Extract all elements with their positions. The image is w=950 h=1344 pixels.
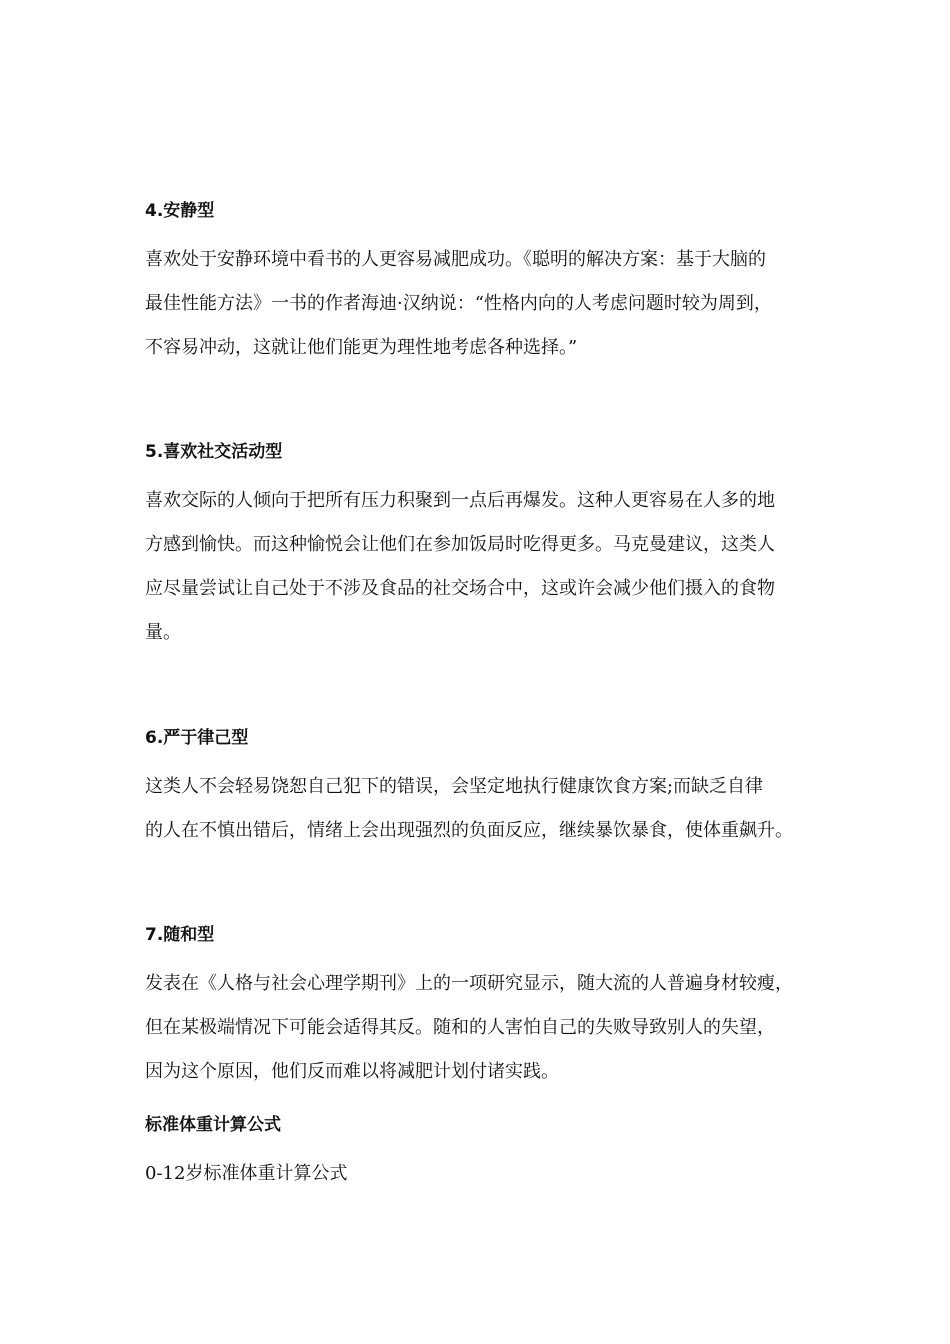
paragraph-line: 因为这个原因，他们反而难以将减肥计划付诸实践。: [145, 1061, 559, 1082]
formula-heading: 标准体重计算公式: [145, 1115, 281, 1135]
paragraph-line: 的人在不慎出错后，情绪上会出现强烈的负面反应，继续暴饮暴食，使体重飙升。: [145, 820, 793, 841]
paragraph-line: 应尽量尝试让自己处于不涉及食品的社交场合中，这或许会减少他们摄入的食物: [145, 578, 775, 599]
paragraph-line: 喜欢处于安静环境中看书的人更容易减肥成功。《聪明的解决方案：基于大脑的: [145, 249, 766, 270]
section-heading-quiet-type: 4.安静型: [145, 201, 215, 221]
paragraph-line: 最佳性能方法》一书的作者海迪·汉纳说：“性格内向的人考虑问题时较为周到，: [145, 293, 772, 314]
paragraph-line: 喜欢交际的人倾向于把所有压力积聚到一点后再爆发。这种人更容易在人多的地: [145, 490, 775, 511]
section-paragraph-self-discipline-type: [145, 765, 825, 853]
paragraph-line: 发表在《人格与社会心理学期刊》上的一项研究显示，随大流的人普遍身材较瘦，: [145, 973, 793, 994]
section-paragraph-social-type: [145, 479, 825, 655]
formula-subtitle: 0-12岁标准体重计算公式: [145, 1163, 348, 1184]
section-paragraph-quiet-type: [145, 238, 825, 370]
paragraph-line: 但在某极端情况下可能会适得其反。随和的人害怕自己的失败导致别人的失望，: [145, 1017, 775, 1038]
paragraph-line: 不容易冲动，这就让他们能更为理性地考虑各种选择。”: [145, 337, 578, 358]
paragraph-line: 量。: [145, 622, 181, 643]
formula-paragraph: [145, 1152, 825, 1196]
section-heading-self-discipline-type: 6.严于律己型: [145, 728, 249, 748]
section-heading-social-type: 5.喜欢社交活动型: [145, 442, 283, 462]
section-heading-easygoing-type: 7.随和型: [145, 925, 215, 945]
section-paragraph-easygoing-type: [145, 962, 825, 1094]
paragraph-line: 方感到愉快。而这种愉悦会让他们在参加饭局时吃得更多。马克曼建议，这类人: [145, 534, 775, 555]
paragraph-line: 这类人不会轻易饶恕自己犯下的错误，会坚定地执行健康饮食方案;而缺乏自律: [145, 776, 764, 797]
